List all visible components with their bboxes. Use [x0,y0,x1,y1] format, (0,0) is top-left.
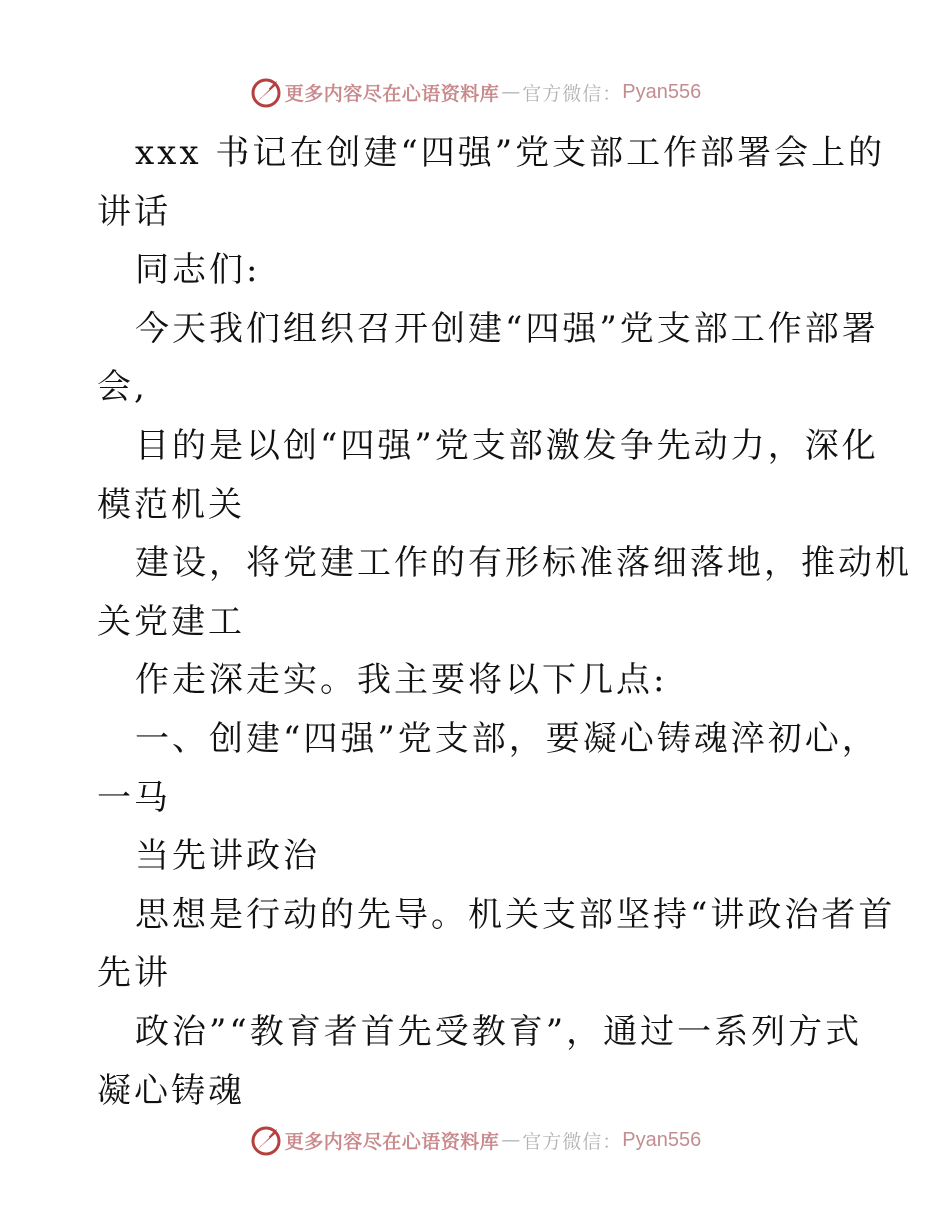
paragraph-line: 关党建工 [97,601,245,642]
paragraph-line: 模范机关 [97,484,245,525]
watermark-separator: — [501,1129,519,1151]
watermark-account-text: Pyan556 [622,1128,702,1151]
watermark-header [0,70,950,114]
section-heading-line: 一马 [97,777,171,818]
section-heading-line: 一、创建“四强”党支部，要凝心铸魂淬初心， [135,718,879,759]
salutation: 同志们: [135,250,261,291]
title-line-1: xxx 书记在创建“四强”党支部工作部署会上的 [135,133,886,173]
paragraph-line: 会, [97,367,148,408]
watermark-footer [0,1118,950,1162]
watermark-label-text: 官方微信： [522,1130,623,1153]
feather-pen-logo-icon [249,75,283,109]
watermark-account-text: Pyan556 [622,80,702,103]
paragraph-line: 作走深走实。我主要将以下几点: [135,660,668,701]
section-heading-line: 当先讲政治 [135,836,320,877]
paragraph-line: 今天我们组织召开创建“四强”党支部工作部署 [135,308,879,349]
speech-body [97,124,912,1120]
paragraph-line: 建设，将党建工作的有形标准落细落地，推动机 [135,543,912,584]
watermark-brand-text: 更多内容尽在心语资料库 [284,1130,500,1153]
title-line-2: 讲话 [97,191,171,232]
paragraph-line: 凝心铸魂 [97,1070,245,1111]
paragraph-line: 思想是行动的先导。机关支部坚持“讲政治者首 [135,894,896,935]
watermark-separator: — [501,81,519,103]
paragraph-line: 先讲 [97,953,171,994]
feather-pen-logo-icon [249,1123,283,1157]
paragraph-line: 政治”“教育者首先受教育”，通过一系列方式 [135,1011,863,1052]
watermark-brand-text: 更多内容尽在心语资料库 [284,82,500,105]
paragraph-line: 目的是以创“四强”党支部激发争先动力，深化 [135,425,879,466]
watermark-label-text: 官方微信： [522,82,623,105]
